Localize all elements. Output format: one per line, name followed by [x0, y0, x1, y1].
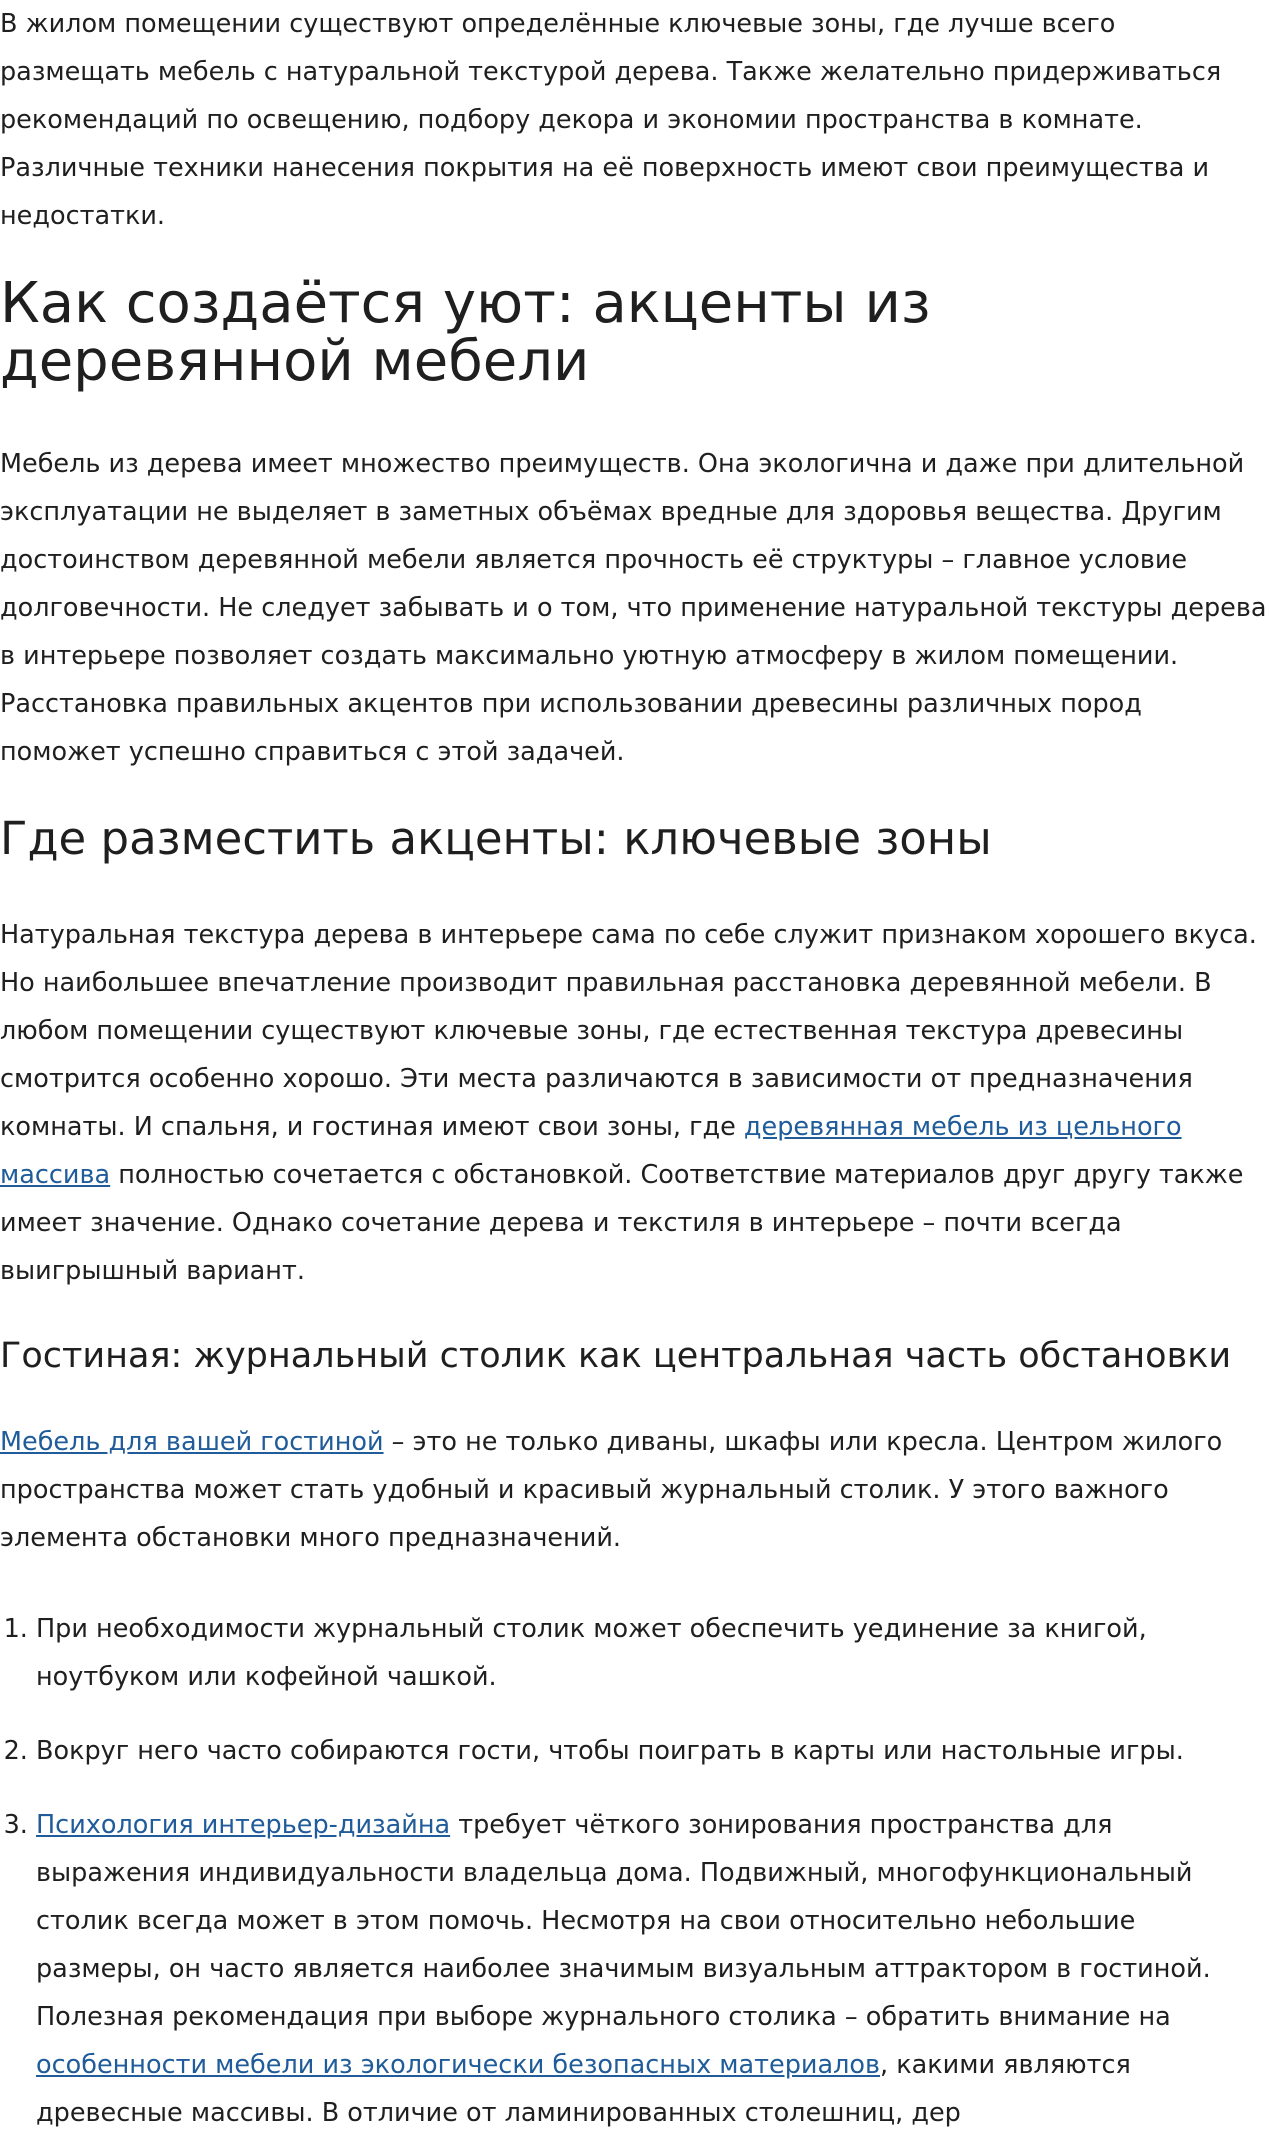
- intro-paragraph: В жилом помещении существуют определённые ключевые зоны, где лучше всего размещать мебель с натуральной текстурой дерева. Также желательно придерживаться рекомендаций по освещению, подбору декора и экономии пространства в комнате. Различные техники нанесения покрытия на её поверхность имеют свои преимущества и недостатки.: [0, 9, 1222, 231]
- coffee-table-uses-list: [0, 1605, 1262, 2137]
- list-item-text: При необходимости журнальный столик может обеспечить уединение за книгой, ноутбуком или кофейной чашкой.: [36, 1614, 1147, 1692]
- key-zones-text-after: полностью сочетается с обстановкой. Соответствие материалов друг другу также имеет значение. Однако сочетание дерева и текстиля в интерьере – почти всегда выигрышный вариант.: [0, 1160, 1244, 1286]
- living-room-furniture-link[interactable]: Мебель для вашей гостиной: [0, 1427, 384, 1457]
- list-item-text: Вокруг него часто собираются гости, чтобы поиграть в карты или настольные игры.: [36, 1736, 1184, 1766]
- list-item-text-end: , какими являются древесные массивы. В отличие от ламинированных столешниц, дер: [36, 2050, 1131, 2128]
- living-room-heading: Гостиная: журнальный столик как центральная часть обстановки: [0, 1336, 1232, 1376]
- list-item: [36, 1727, 1262, 1775]
- eco-materials-link[interactable]: особенности мебели из экологически безопасных материалов: [36, 2050, 881, 2080]
- wood-benefits-paragraph: Мебель из дерева имеет множество преимуществ. Она экологична и даже при длительной эксплуатации не выделяет в заметных объёмах вредные для здоровья вещества. Другим достоинством деревянной мебели является прочность её структуры – главное условие долговечности. Не следует забывать и о том, что применение натуральной текстуры дерева в интерьере позволяет создать максимально уютную атмосферу в жилом помещении. Расстановка правильных акцентов при использовании древесины различных пород поможет успешно справиться с этой задачей.: [0, 449, 1267, 767]
- list-item-text: требует чёткого зонирования пространства для выражения индивидуальности владельца дома. Подвижный, многофункциональный столик всегда может в этом помочь. Несмотря на свои относительно небольшие размеры, он часто является наиболее значимым визуальным аттрактором в гостиной. Полезная рекомендация при выборе журнального столика – обратить внимание на: [36, 1810, 1211, 2032]
- living-room-text: – это не только диваны, шкафы или кресла. Центром жилого пространства может стать удобный и красивый журнальный столик. У этого важного элемента обстановки много предназначений.: [0, 1427, 1223, 1553]
- key-zones-paragraph: [0, 911, 1268, 1295]
- list-item: [36, 1605, 1262, 1701]
- key-zones-heading: Где разместить акценты: ключевые зоны: [0, 812, 992, 865]
- interior-psychology-link[interactable]: Психология интерьер-дизайна: [36, 1810, 451, 1840]
- key-zones-text-before: Натуральная текстура дерева в интерьере сама по себе служит признаком хорошего вкуса. Но наибольшее впечатление производит правильная расстановка деревянной мебели. В любом помещении существуют ключевые зоны, где естественная текстура древесины смотрится особенно хорошо. Эти места различаются в зависимости от предназначения комнаты. И спальня, и гостиная имеют свои зоны, где: [0, 920, 1257, 1142]
- solid-wood-furniture-link[interactable]: деревянная мебель из цельного массива: [0, 1112, 1182, 1190]
- main-heading: Как создаётся уют: акценты из деревянной мебели: [0, 271, 931, 394]
- living-room-paragraph: [0, 1418, 1262, 1562]
- list-item: [36, 1801, 1262, 2137]
